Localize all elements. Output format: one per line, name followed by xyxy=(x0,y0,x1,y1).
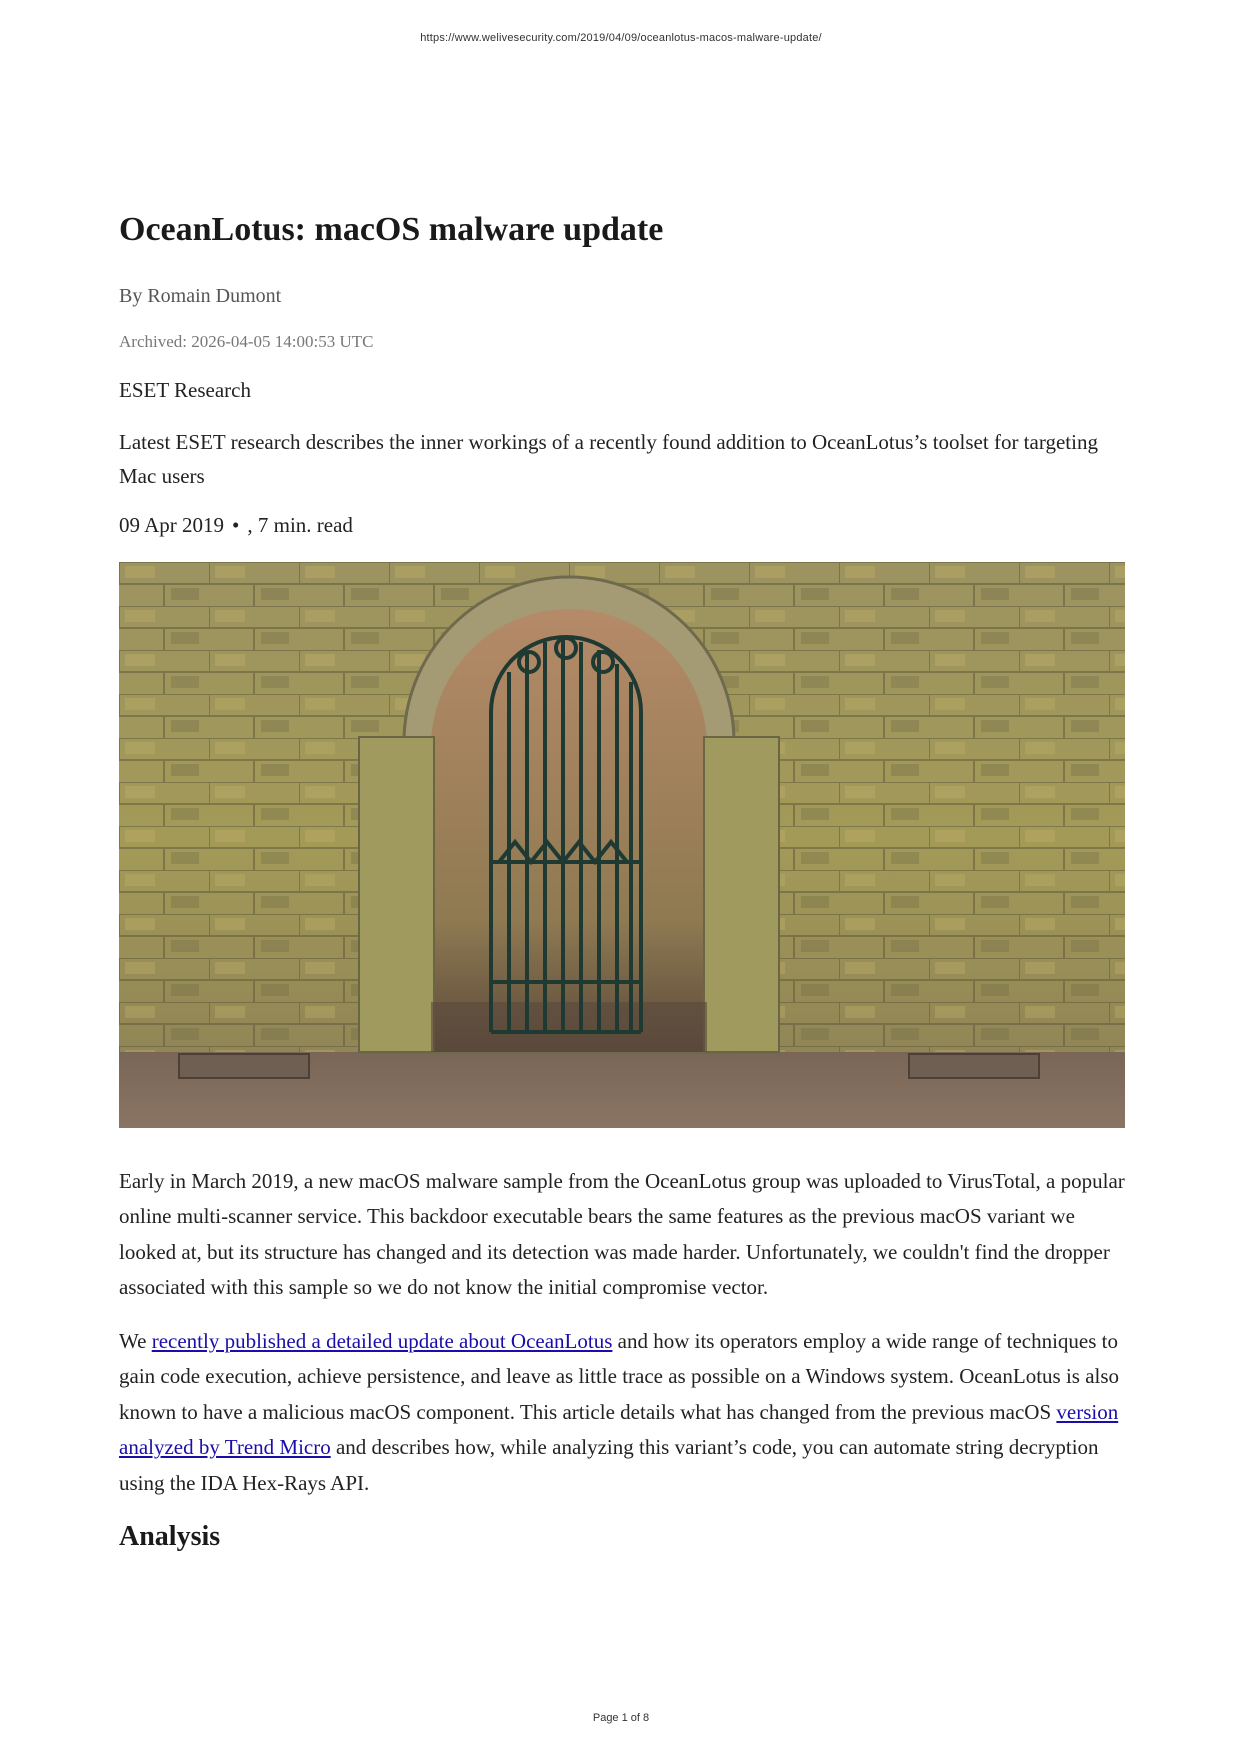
trend-micro-analysis-link[interactable]: version analyzed by Trend Micro xyxy=(119,1399,1119,1460)
page-url-header: https://www.welivesecurity.com/2019/04/09/oceanlotus-macos-malware-update/ xyxy=(420,32,822,44)
article-meta xyxy=(119,513,1125,538)
page-number: Page 1 of 8 xyxy=(592,1712,650,1724)
oceanlotus-update-link[interactable]: recently published a detailed update about OceanLotus xyxy=(151,1328,613,1353)
author-byline: By Romain Dumont xyxy=(119,284,282,307)
category-label: ESET Research xyxy=(119,377,251,402)
archived-timestamp: Archived: 2026-04-05 14:00:53 UTC xyxy=(119,331,374,351)
publish-date: 09 Apr 2019 xyxy=(119,512,224,537)
article-summary: Latest ESET research describes the inner workings of a recently found addition to OceanLotus’s toolset for targeting Mac users xyxy=(119,429,1098,488)
paragraph-2-text-c: and describes how, while analyzing this variant’s code, you can automate string decryption using the IDA Hex-Rays API. xyxy=(119,1435,1099,1495)
body-paragraph-1: Early in March 2019, a new macOS malware sample from the OceanLotus group was uploaded to VirusTotal, a popular online multi-scanner service. This backdoor executable bears the same features as the previous macOS variant we looked at, but its structure has changed and its detection was made harder. Unfortunately, we couldn't find the dropper associated with this sample so we do not know the initial compromise vector. xyxy=(119,1168,1125,1300)
read-time: , 7 min. read xyxy=(247,512,353,537)
article xyxy=(119,210,1125,1553)
bullet-separator: • xyxy=(232,512,240,537)
article-title: OceanLotus: macOS malware update xyxy=(119,211,664,248)
section-heading-analysis: Analysis xyxy=(119,1521,221,1553)
paragraph-2-text-b: and how its operators employ a wide range of techniques to gain code execution, achieve persistence, and leave as little trace as possible on a Windows system. OceanLotus is also known to have a malicious macOS component. This article details what has changed from the previous macOS xyxy=(119,1328,1120,1424)
paragraph-2-text-a: We xyxy=(119,1328,152,1353)
stone-archway-gate-photo xyxy=(119,562,1125,1128)
body-paragraph-2 xyxy=(119,1324,1125,1502)
